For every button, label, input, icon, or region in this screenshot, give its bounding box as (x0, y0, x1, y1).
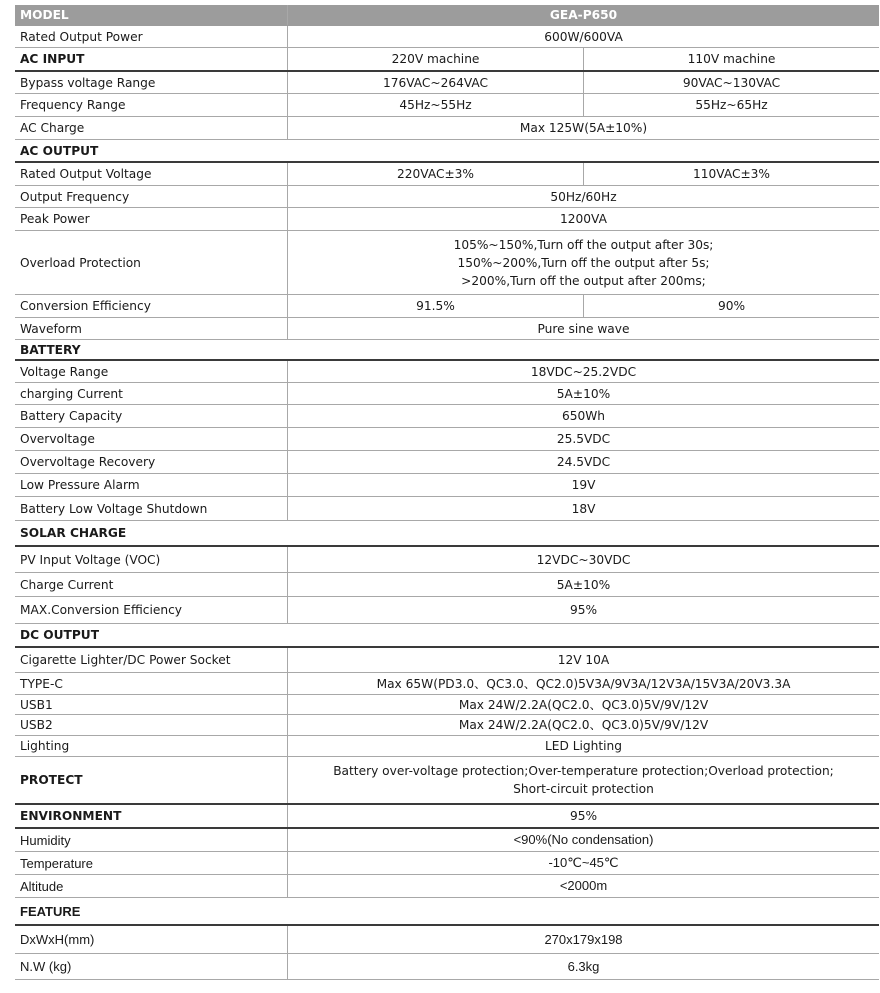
row-label: USB2 (15, 715, 288, 735)
table-row-max-conversion-efficiency (15, 597, 879, 624)
spec-table (15, 5, 879, 980)
section-row-ac-input (15, 48, 879, 72)
row-label: FEATURE (20, 903, 81, 919)
row-value: 6.3kg (567, 958, 600, 974)
row-value: 105%~150%,Turn off the output after 30s; 150%~200%,Turn off the output after 5s; >200%,Turn off the output after 200ms; (453, 237, 714, 288)
row-label: Humidity (15, 829, 288, 851)
row-value: 12VDC~30VDC (536, 552, 631, 567)
section-row-feature (15, 898, 879, 926)
row-value: 18VDC~25.2VDC (530, 364, 637, 379)
row-label: Peak Power (15, 208, 288, 230)
table-row-rated-output-power (15, 26, 879, 48)
table-row-ac-charge (15, 117, 879, 140)
row-value: Max 24W/2.2A(QC2.0、QC3.0)5V/9V/12V (458, 697, 709, 712)
row-value: 600W/600VA (544, 29, 623, 44)
row-value: <2000m (559, 878, 608, 893)
row-value: 270x179x198 (544, 931, 623, 947)
section-row-solar-charge (15, 521, 879, 547)
section-row-protect (15, 757, 879, 805)
row-value: 24.5VDC (556, 455, 611, 469)
table-row-charge-current (15, 573, 879, 597)
row-value: 95% (569, 603, 598, 617)
row-value: 650Wh (561, 409, 606, 423)
table-row-usb2 (15, 715, 879, 736)
row-label: Cigarette Lighter/DC Power Socket (15, 648, 288, 672)
table-row-voltage-range (15, 361, 879, 383)
section-row-dc-output (15, 624, 879, 648)
table-row-frequency-range (15, 94, 879, 117)
row-label: Conversion Efficiency (15, 295, 288, 317)
row-value: GEA-P650 (549, 8, 618, 22)
row-value: 110VAC±3% (583, 163, 879, 185)
row-value: Pure sine wave (537, 321, 630, 336)
row-label: Battery Low Voltage Shutdown (15, 497, 288, 520)
row-value: 50Hz/60Hz (550, 189, 617, 204)
row-value: 110V machine (583, 48, 879, 70)
table-row-output-frequency (15, 186, 879, 208)
row-value: 25.5VDC (556, 432, 611, 446)
row-value: 220VAC±3% (397, 167, 474, 181)
row-value: 176VAC~264VAC (382, 75, 489, 90)
section-row-battery (15, 340, 879, 361)
table-row-overvoltage-recovery (15, 451, 879, 474)
row-value: 220V machine (391, 52, 480, 66)
table-row-humidity (15, 829, 879, 852)
row-label: Low Pressure Alarm (15, 474, 288, 496)
row-label: Bypass voltage Range (15, 72, 288, 93)
row-value: Battery over-voltage protection;Over-temperature protection;Overload protection; Short-circuit protection (333, 764, 834, 796)
row-value: 45Hz~55Hz (399, 98, 472, 112)
table-row-overload-protection (15, 231, 879, 295)
row-label: AC Charge (15, 117, 288, 139)
table-row-dxwxh-mm (15, 926, 879, 954)
table-row-n-w-kg (15, 954, 879, 980)
table-row-pv-input-voltage-voc (15, 547, 879, 573)
row-label: PROTECT (15, 757, 288, 803)
row-value: 55Hz~65Hz (583, 94, 879, 116)
row-label: Lighting (15, 736, 288, 756)
section-row-ac-output (15, 140, 879, 163)
row-label: N.W (kg) (15, 954, 288, 979)
row-value: 95% (569, 809, 598, 823)
table-row-usb1 (15, 695, 879, 715)
table-row-battery-low-voltage-shutdown (15, 497, 879, 521)
row-value: 12V 10A (557, 653, 610, 667)
row-value: 19V (571, 478, 596, 492)
row-label: Waveform (15, 318, 288, 339)
row-label: charging Current (15, 383, 288, 404)
row-label: AC OUTPUT (20, 143, 99, 158)
row-label: USB1 (15, 695, 288, 714)
row-value: Max 125W(5A±10%) (519, 121, 648, 135)
table-row-lighting (15, 736, 879, 757)
row-label: AC INPUT (15, 48, 288, 70)
row-label: MODEL (15, 5, 288, 25)
table-row-rated-output-voltage (15, 163, 879, 186)
row-value: 90% (583, 295, 879, 317)
table-row-waveform (15, 318, 879, 340)
table-row-conversion-efficiency (15, 295, 879, 318)
row-value: <90%(No condensation) (513, 832, 654, 847)
row-label: DC OUTPUT (20, 628, 100, 642)
row-value: -10℃~45℃ (548, 855, 619, 870)
row-value: 5A±10% (556, 386, 611, 401)
row-label: Battery Capacity (15, 405, 288, 427)
row-label: Temperature (15, 852, 288, 874)
row-value: 90VAC~130VAC (583, 72, 879, 93)
row-label: Overload Protection (15, 231, 288, 294)
row-value: Max 24W/2.2A(QC2.0、QC3.0)5V/9V/12V (458, 718, 709, 732)
row-label: DxWxH(mm) (15, 926, 288, 953)
row-label: Charge Current (15, 573, 288, 596)
table-row-type-c (15, 673, 879, 695)
row-label: Overvoltage (15, 428, 288, 450)
row-label: TYPE-C (15, 673, 288, 694)
row-label: Overvoltage Recovery (15, 451, 288, 473)
table-row-temperature (15, 852, 879, 875)
row-label: Rated Output Voltage (15, 163, 288, 185)
row-label: Frequency Range (15, 94, 288, 116)
section-row-environment (15, 805, 879, 829)
row-label: Output Frequency (15, 186, 288, 207)
table-row-peak-power (15, 208, 879, 231)
table-row-bypass-voltage-range (15, 72, 879, 94)
table-row-overvoltage (15, 428, 879, 451)
row-value: 5A±10% (556, 577, 611, 592)
table-row-battery-capacity (15, 405, 879, 428)
table-row-low-pressure-alarm (15, 474, 879, 497)
row-label: BATTERY (20, 342, 81, 357)
table-row-cigarette-lighter-dc-power-socket (15, 648, 879, 673)
table-row-altitude (15, 875, 879, 898)
row-label: Rated Output Power (15, 26, 288, 47)
row-label: MAX.Conversion Efficiency (15, 597, 288, 623)
row-label: Voltage Range (15, 361, 288, 382)
row-label: Altitude (15, 875, 288, 897)
row-value: LED Lighting (544, 739, 622, 753)
row-label: PV Input Voltage (VOC) (15, 547, 288, 572)
row-value: 91.5% (416, 299, 455, 313)
row-value: Max 65W(PD3.0、QC3.0、QC2.0)5V3A/9V3A/12V3A/15V3A/20V3.3A (376, 676, 791, 691)
row-label: ENVIRONMENT (15, 805, 288, 827)
row-value: 1200VA (560, 212, 607, 226)
table-row-charging-current (15, 383, 879, 405)
row-label: SOLAR CHARGE (20, 526, 127, 540)
row-value: 18V (571, 501, 596, 516)
table-row-model (15, 5, 879, 26)
